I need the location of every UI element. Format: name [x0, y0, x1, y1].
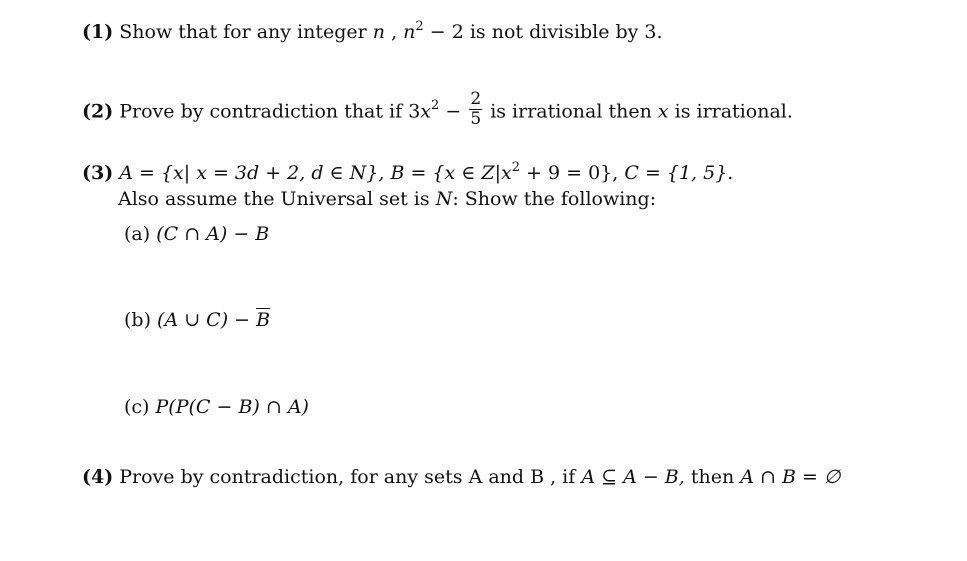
part-c-expression: P(P(C − B) ∩ A)	[155, 396, 309, 418]
question-2-var-x: x	[420, 100, 432, 123]
question-4-expr2: A ∩ B = ∅	[740, 466, 841, 488]
question-4-number: (4)	[82, 466, 114, 488]
question-3-part-c	[124, 395, 309, 419]
question-1	[82, 20, 663, 44]
part-c-label: (c)	[124, 396, 150, 418]
part-a-label: (a)	[124, 223, 151, 245]
part-a-expression: (C ∩ A) − B	[156, 223, 270, 245]
question-2-text-mid: is irrational then	[490, 100, 652, 123]
question-3-also-after: : Show the following:	[452, 188, 657, 210]
question-1-number: (1)	[82, 21, 114, 43]
question-1-expr-exp: 2	[415, 18, 424, 34]
question-2-number: (2)	[82, 100, 114, 123]
question-2-fraction-numerator: 2	[470, 89, 482, 109]
question-3-number: (3)	[82, 162, 114, 184]
question-2-exp: 2	[431, 98, 440, 114]
part-b-expression: (A ∪ C) −	[157, 309, 251, 331]
question-3-set-b-exp: 2	[511, 159, 520, 175]
part-b-label: (b)	[124, 309, 151, 331]
question-1-text-before: Show that for any integer	[119, 21, 367, 43]
part-b-complement-b: $\overline{B}$	[256, 309, 271, 331]
question-1-var-n: n	[372, 21, 386, 43]
question-4-then: then	[690, 466, 735, 488]
question-3-set-b-pre: B = {x ∈ Z|x	[390, 162, 512, 184]
question-2-minus: −	[445, 100, 462, 123]
question-3-set-b-post: + 9 = 0},	[526, 162, 619, 184]
question-4-expr1: A ⊆ A − B,	[581, 466, 685, 488]
question-4	[82, 465, 840, 489]
question-3-universal	[118, 187, 656, 211]
question-4-text: Prove by contradiction, for any sets A and B , if	[119, 466, 576, 488]
question-2-text-after: is irrational.	[674, 100, 793, 123]
question-3-sets	[82, 161, 733, 185]
question-1-expr-var: n	[403, 21, 416, 43]
question-3-set-c: C = {1, 5}.	[624, 162, 734, 184]
question-2-fraction-denominator: 5	[470, 109, 482, 129]
question-2-var-x2: x	[657, 100, 669, 123]
question-2	[82, 89, 793, 132]
question-1-text-after: is not divisible by 3.	[469, 21, 663, 43]
question-2-fraction	[469, 90, 482, 129]
question-3-part-a	[124, 222, 269, 246]
question-3-set-a: A = {x| x = 3d + 2, d ∈ N},	[119, 162, 385, 184]
question-3-also-var: N	[435, 188, 453, 210]
question-3-part-b	[124, 308, 270, 332]
question-2-text-before: Prove by contradiction that if 3	[119, 100, 421, 123]
question-1-expr-rest: − 2	[429, 21, 464, 43]
question-1-comma: ,	[391, 21, 398, 43]
question-3-also-text: Also assume the Universal set is	[118, 188, 430, 210]
